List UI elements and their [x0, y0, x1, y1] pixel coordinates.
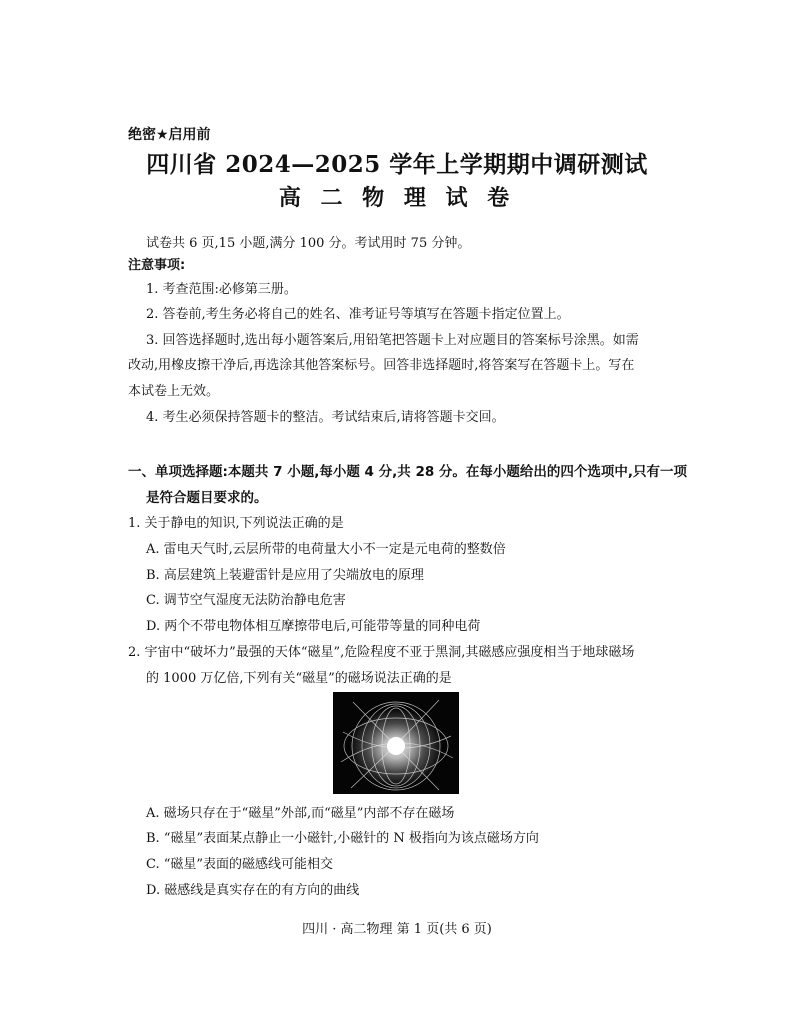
q2-stem-line-1: 2. 宇宙中“破坏力”最强的天体“磁星”,危险程度不亚于黑洞,其磁感应强度相当于地球磁场 [128, 645, 635, 660]
confidential-mark: 绝密★启用前 [128, 127, 211, 143]
q2-option-a: A. 磁场只存在于“磁星”外部,而“磁星”内部不存在磁场 [146, 806, 455, 821]
q2-option-c: C. “磁星”表面的磁感线可能相交 [146, 857, 334, 872]
q2-option-b: B. “磁星”表面某点静止一小磁针,小磁针的 N 极指向为该点磁场方向 [146, 831, 539, 846]
q1-option-d: D. 两个不带电物体相互摩擦带电后,可能带等量的同种电荷 [146, 619, 481, 634]
q1-option-b: B. 高层建筑上装避雷针是应用了尖端放电的原理 [146, 568, 424, 583]
q1-option-a: A. 雷电天气时,云层所带的电荷量大小不一定是元电荷的整数倍 [146, 542, 506, 557]
q2-option-d: D. 磁感线是真实存在的有方向的曲线 [146, 883, 360, 898]
exam-subtitle: 高 二 物 理 试 卷 [278, 186, 516, 211]
magnetar-image [333, 692, 459, 794]
note-item-1: 1. 考查范围:必修第三册。 [146, 282, 297, 297]
q1-stem: 1. 关于静电的知识,下列说法正确的是 [128, 516, 344, 531]
exam-title: 四川省 2024—2025 学年上学期期中调研测试 [146, 151, 648, 178]
q2-stem-line-2: 的 1000 万亿倍,下列有关“磁星”的磁场说法正确的是 [146, 671, 452, 686]
note-item-3-line-3: 本试卷上无效。 [128, 384, 220, 399]
note-item-3-line-2: 改动,用橡皮擦干净后,再选涂其他答案标号。回答非选择题时,将答案写在答题卡上。写在 [128, 358, 635, 373]
q1-option-c: C. 调节空气湿度无法防治静电危害 [146, 593, 346, 608]
section-1-heading-cont: 是符合题目要求的。 [146, 490, 268, 506]
section-1-heading: 一、单项选择题:本题共 7 小题,每小题 4 分,共 28 分。在每小题给出的四个选项中,只有一项 [128, 464, 688, 480]
note-item-4: 4. 考生必须保持答题卡的整洁。考试结束后,请将答题卡交回。 [146, 410, 505, 425]
notes-heading: 注意事项: [128, 258, 186, 273]
note-item-3-line-1: 3. 回答选择题时,选出每小题答案后,用铅笔把答题卡上对应题目的答案标号涂黑。如需 [146, 333, 639, 348]
exam-intro: 试卷共 6 页,15 小题,满分 100 分。考试用时 75 分钟。 [146, 236, 471, 251]
page-footer: 四川 · 高二物理 第 1 页(共 6 页) [302, 922, 492, 937]
magnetar-illustration [333, 692, 459, 794]
note-item-2: 2. 答卷前,考生务必将自己的姓名、准考证号等填写在答题卡指定位置上。 [146, 307, 570, 322]
